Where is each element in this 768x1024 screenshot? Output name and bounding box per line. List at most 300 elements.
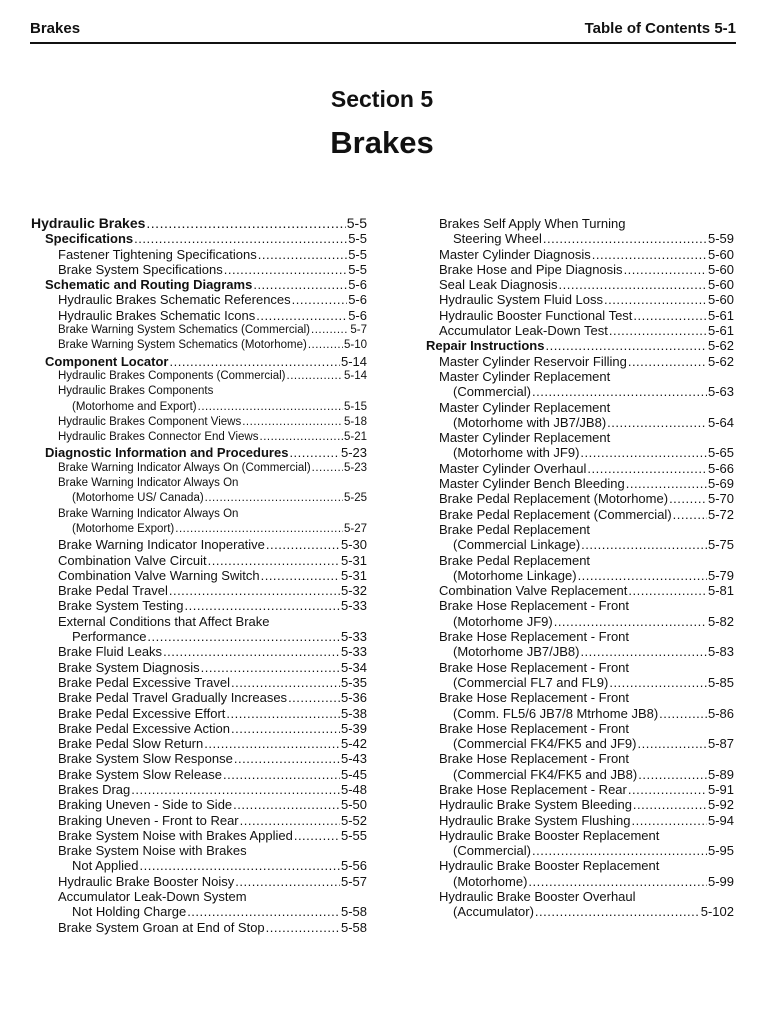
toc-entry [412,262,734,277]
toc-entry [412,690,734,721]
toc-entry-line [58,568,367,583]
toc-page-number: 5-65 [707,445,734,461]
toc-leader-dots [187,904,340,919]
toc-page-number: 5-5 [348,231,367,247]
toc-leader-dots [626,476,707,491]
toc-entry [31,813,367,828]
toc-entry-title: Brake Hose Replacement - Front [439,659,630,675]
toc-entry-line [439,292,734,307]
toc-entry-title-cont: (Motorhome US/ Canada) [72,492,204,505]
toc-entry [412,292,734,307]
toc-entry [31,644,367,659]
toc-entry-line [58,415,367,430]
toc-entry [31,537,367,552]
toc-entry [31,369,367,384]
toc-entry-title: Hydraulic Brakes Components [58,385,214,398]
toc-page-number: 5-14 [340,353,367,369]
toc-entry [31,568,367,583]
toc-entry [31,889,367,920]
toc-page-number: 5-91 [707,781,734,797]
toc-entry [412,797,734,812]
toc-leader-dots [175,522,343,537]
toc-entry-line [58,491,367,506]
toc-page-number: 5-58 [340,904,367,920]
toc-entry [412,782,734,797]
toc-entry-title: Brake Warning Indicator Always On (Commercial) [58,461,311,474]
toc-entry-title: Hydraulic Brakes Component Views [58,415,242,428]
toc-entry-title: Master Cylinder Diagnosis [439,246,591,262]
toc-leader-dots [226,706,340,721]
toc-leader-dots [628,782,707,797]
toc-leader-dots [240,813,340,828]
toc-page-number: 5-43 [340,751,367,767]
toc-entry-line [58,828,367,843]
toc-entry-line [439,858,734,873]
toc-page-number: 5-21 [343,431,367,444]
toc-entry-title: Master Cylinder Overhaul [439,460,587,476]
toc-entry-title: Hydraulic Brake Booster Noisy [58,873,235,889]
toc-entry-title: Brake Pedal Replacement [439,521,591,537]
toc-page-number: 5-66 [707,460,734,476]
toc-leader-dots [311,323,349,338]
toc-entry-line [45,354,367,369]
toc-leader-dots [266,920,340,935]
toc-entry-line [439,583,734,598]
toc-entry-line [439,644,734,659]
toc-entry [31,308,367,323]
toc-entry-title-cont: (Motorhome) [453,873,528,889]
toc-right-column [412,216,734,920]
toc-entry-title: Hydraulic Brakes Connector End Views [58,431,259,444]
toc-entry-line [439,216,734,231]
toc-entry-line [58,767,367,782]
toc-page-number: 5-60 [707,277,734,293]
toc-entry-line [58,553,367,568]
toc-entry-line [58,813,367,828]
toc-entry-line [58,904,367,919]
toc-entry-title: Diagnostic Information and Procedures [45,445,289,461]
toc-entry-title: Braking Uneven - Front to Rear [58,812,239,828]
toc-entry-line [439,782,734,797]
toc-entry-line [45,277,367,292]
toc-leader-dots [633,308,707,323]
toc-page-number: 5-48 [340,781,367,797]
toc-entry-line [439,874,734,889]
toc-leader-dots [312,461,343,476]
toc-entry-title: Brake Hose and Pipe Diagnosis [439,261,623,277]
toc-entry-title-cont: (Commercial Linkage) [453,537,581,553]
toc-page-number: 5-33 [340,644,367,660]
toc-entry-line [58,476,367,491]
toc-leader-dots [669,491,707,506]
toc-page-number: 5-56 [340,858,367,874]
toc-entry [31,660,367,675]
toc-page-number: 5-63 [707,384,734,400]
toc-page-number: 5-83 [707,644,734,660]
toc-leader-dots [256,308,347,323]
toc-entry [31,828,367,843]
toc-page-number: 5-75 [707,537,734,553]
toc-page-number: 5-102 [700,904,734,920]
toc-entry [31,507,367,538]
toc-entry-title-cont: (Commercial FK4/FK5 and JF9) [453,736,637,752]
toc-entry-title: Brake Hose Replacement - Front [439,598,630,614]
toc-entry-line [58,690,367,705]
toc-page-number: 5-62 [707,338,734,354]
toc-entry-title: Brake Hose Replacement - Front [439,690,630,706]
toc-entry-title: Hydraulic Brake Booster Replacement [439,827,660,843]
toc-entry-line [58,338,367,353]
toc-page-number: 5-30 [340,537,367,553]
toc-leader-dots [628,354,707,369]
toc-entry-title: Hydraulic Brake Booster Overhaul [439,889,636,905]
toc-entry-line [439,384,734,399]
toc-entry-title-cont: (Comm. FL5/6 JB7/8 Mtrhome JB8) [453,705,659,721]
toc-entry-line [58,262,367,277]
toc-leader-dots [233,797,340,812]
toc-entry [31,751,367,766]
toc-entry [31,262,367,277]
toc-entry [31,338,367,353]
toc-entry [31,247,367,262]
toc-entry-title: Brake Pedal Replacement [439,552,591,568]
toc-entry-title: Brake Pedal Excessive Travel [58,674,230,690]
section-title-block [0,86,768,161]
toc-entry-line [439,369,734,384]
toc-leader-dots [631,813,707,828]
toc-entry [412,354,734,369]
toc-entry-line [439,568,734,583]
toc-entry-line [426,338,734,353]
toc-entry-title-cont: Performance [72,629,147,645]
toc-entry-title-cont: (Motorhome and Export) [72,400,197,413]
section-title: Brakes [330,125,434,160]
toc-entry-title: External Conditions that Affect Brake [58,613,270,629]
header-toc-page: Table of Contents 5-1 [584,20,736,37]
toc-entry [31,415,367,430]
toc-leader-dots [554,614,707,629]
toc-entry-line [45,445,367,460]
toc-entry-title: Specifications [45,231,134,247]
toc-leader-dots [592,247,707,262]
toc-entry-title-cont: (Accumulator) [453,904,534,920]
toc-entry [31,384,367,415]
toc-page-number: 5-33 [340,598,367,614]
toc-entry-line [58,507,367,522]
toc-entry-title: Hydraulic Brakes Components (Commercial) [58,369,286,382]
toc-entry-line [439,522,734,537]
toc-leader-dots [578,568,707,583]
toc-entry-title: Combination Valve Warning Switch [58,567,260,583]
toc-entry [31,797,367,812]
toc-entry [412,216,734,247]
toc-leader-dots [289,445,340,460]
toc-entry-title: Hydraulic Booster Functional Test [439,307,633,323]
toc-entry-line [58,308,367,323]
toc-page-number: 5-79 [707,567,734,583]
toc-entry-title: Brake Warning Indicator Inoperative [58,537,265,553]
toc-page-number: 5-87 [707,736,734,752]
toc-entry-line [439,262,734,277]
toc-entry [412,507,734,522]
toc-leader-dots [234,751,340,766]
toc-entry [412,858,734,889]
toc-leader-dots [224,262,347,277]
toc-entry-line [58,660,367,675]
toc-leader-dots [638,736,707,751]
toc-entry-title-cont: (Motorhome Linkage) [453,567,577,583]
toc-entry-line [58,323,367,338]
toc-entry [412,583,734,598]
toc-page-number: 5-42 [340,736,367,752]
toc-entry-line [439,507,734,522]
toc-entry [31,476,367,507]
toc-page-number: 5-60 [707,292,734,308]
toc-entry-title: Seal Leak Diagnosis [439,277,558,293]
toc-page-number: 5-10 [343,339,367,352]
toc-leader-dots [532,843,707,858]
toc-leader-dots [231,721,340,736]
toc-entry-line [58,384,367,399]
toc-entry-line [58,522,367,537]
toc-entry-title: Combination Valve Replacement [439,583,628,599]
toc-leader-dots [607,415,707,430]
toc-entry-line [58,369,367,384]
toc-entry-line [45,231,367,246]
toc-page-number: 5-95 [707,843,734,859]
toc-leader-dots [633,797,707,812]
toc-entry-line [439,828,734,843]
toc-leader-dots [170,354,340,369]
toc-entry-line [439,461,734,476]
toc-page-number: 5-6 [348,292,367,308]
toc-entry-title: Brake Pedal Replacement (Commercial) [439,506,672,522]
toc-leader-dots [184,598,339,613]
toc-entry-line [58,629,367,644]
toc-entry-line [439,767,734,782]
toc-leader-dots [231,675,340,690]
toc-entry [412,400,734,431]
toc-entry-line [58,797,367,812]
toc-entry-line [58,400,367,415]
toc-entry-title-cont: (Motorhome with JF9) [453,445,580,461]
toc-leader-dots [581,537,707,552]
toc-entry [31,323,367,338]
toc-entry-title: Brake Pedal Slow Return [58,736,204,752]
toc-entry-line [58,675,367,690]
toc-page-number: 5-85 [707,674,734,690]
toc-entry-line [439,904,734,919]
toc-entry-title-cont: (Motorhome JB7/JB8) [453,644,580,660]
toc-entry-title: Brake Pedal Excessive Effort [58,705,226,721]
toc-page-number: 5-62 [707,353,734,369]
toc-entry-title: Brake Warning Indicator Always On [58,477,239,490]
toc-entry [31,430,367,445]
toc-entry-title: Brake System Slow Response [58,751,233,767]
toc-entry-title: Hydraulic Brakes Schematic References [58,292,291,308]
toc-entry-title: Accumulator Leak-Down Test [439,323,608,339]
toc-leader-dots [198,400,343,415]
toc-entry-line [439,629,734,644]
toc-entry-title: Master Cylinder Bench Bleeding [439,476,625,492]
toc-entry-title-cont: (Commercial FK4/FK5 and JB8) [453,766,638,782]
toc-entry-line [58,858,367,873]
toc-entry-line [439,614,734,629]
toc-entry [31,216,367,231]
toc-entry [412,751,734,782]
toc-page-number: 5-31 [340,567,367,583]
toc-page-number: 5-60 [707,261,734,277]
toc-leader-dots [258,247,347,262]
toc-leader-dots [204,736,340,751]
toc-page-number: 5-52 [340,812,367,828]
toc-entry-line [439,445,734,460]
toc-page-number: 5-86 [707,705,734,721]
toc-entry [412,247,734,262]
toc-page-number: 5-58 [340,919,367,935]
toc-entry [31,461,367,476]
toc-leader-dots [609,675,707,690]
toc-entry-title: Brake System Testing [58,598,184,614]
toc-entry [31,614,367,645]
toc-entry [31,583,367,598]
toc-entry-title: Braking Uneven - Side to Side [58,797,233,813]
toc-entry-title: Fastener Tightening Specifications [58,246,257,262]
toc-entry-title: Component Locator [45,353,169,369]
toc-entry [412,522,734,553]
toc-page-number: 5-23 [340,445,367,461]
toc-page-number: 5-6 [348,307,367,323]
toc-entry-line [58,430,367,445]
toc-entry-title: Brake Pedal Excessive Action [58,720,230,736]
toc-entry-title: Master Cylinder Reservoir Filling [439,353,627,369]
toc-entry-title: Brake System Groan at End of Stop [58,919,265,935]
toc-entry [31,874,367,889]
toc-entry-title-cont: (Motorhome JF9) [453,613,553,629]
toc-entry-line [58,874,367,889]
toc-page-number: 5-59 [707,231,734,247]
toc-page-number: 5-45 [340,766,367,782]
toc-entry-line [439,751,734,766]
toc-page-number: 5-69 [707,476,734,492]
toc-entry-title: Brake System Diagnosis [58,659,200,675]
toc-entry-title: Hydraulic Brakes Schematic Icons [58,307,256,323]
toc-page-number: 5-50 [340,797,367,813]
toc-entry [412,598,734,629]
toc-entry-title: Brake Warning Indicator Always On [58,507,239,520]
toc-entry-line [58,706,367,721]
toc-leader-dots [253,277,347,292]
toc-page-number: 5-99 [707,873,734,889]
toc-leader-dots [528,874,707,889]
toc-left-column [31,216,367,935]
toc-entry [31,675,367,690]
toc-entry-line [439,736,734,751]
toc-entry-title: Brake Hose Replacement - Front [439,751,630,767]
toc-leader-dots [235,874,340,889]
toc-leader-dots [624,262,707,277]
toc-entry-line [439,415,734,430]
toc-page-number: 5-18 [343,415,367,428]
toc-leader-dots [532,384,707,399]
toc-page-number: 5-33 [340,629,367,645]
toc-entry-line [31,216,367,231]
toc-page-number: 5-72 [707,506,734,522]
toc-entry-title-cont: (Commercial FL7 and FL9) [453,674,609,690]
toc-entry-line [439,400,734,415]
toc-entry-title: Brake Hose Replacement - Front [439,629,630,645]
toc-entry-line [58,782,367,797]
toc-leader-dots [659,706,707,721]
toc-leader-dots [673,507,707,522]
toc-entry-line [58,736,367,751]
toc-entry-line [58,889,367,904]
toc-page-number: 5-39 [340,720,367,736]
toc-page-number: 5-92 [707,797,734,813]
toc-leader-dots [146,216,345,231]
toc-leader-dots [169,583,340,598]
toc-entry [31,706,367,721]
toc-page-number: 5-15 [343,400,367,413]
toc-page-number: 5-94 [707,812,734,828]
toc-entry [412,476,734,491]
toc-entry-title-cont: (Motorhome Export) [72,522,175,535]
toc-entry-line [439,537,734,552]
toc-entry-line [439,690,734,705]
toc-entry [31,445,367,460]
toc-entry [31,736,367,751]
toc-entry-title: Hydraulic Brakes [31,215,146,231]
toc-page-number: 5-35 [340,674,367,690]
toc-leader-dots [580,644,707,659]
toc-entry [412,721,734,752]
toc-entry-title: Brake Pedal Replacement (Motorhome) [439,491,669,507]
toc-page-number: 5-82 [707,613,734,629]
toc-leader-dots [163,644,340,659]
toc-page-number: 5-6 [348,277,367,293]
toc-entry-title: Repair Instructions [426,338,545,354]
toc-leader-dots [587,461,707,476]
toc-entry-line [439,476,734,491]
toc-entry-line [58,721,367,736]
toc-leader-dots [287,369,343,384]
toc-entry-title: Accumulator Leak-Down System [58,889,247,905]
toc-entry-title: Brake Pedal Travel [58,583,168,599]
toc-entry-title: Hydraulic Brake System Flushing [439,812,631,828]
toc-entry-line [439,843,734,858]
toc-leader-dots [288,690,340,705]
toc-entry [31,598,367,613]
toc-page-number: 5-14 [343,369,367,382]
toc-entry-title: Brake System Noise with Brakes [58,843,247,859]
toc-entry [31,553,367,568]
toc-entry-title: Brake Hose Replacement - Front [439,720,630,736]
toc-page-number: 5-60 [707,246,734,262]
toc-leader-dots [294,828,340,843]
toc-entry-title: Brake Pedal Travel Gradually Increases [58,690,288,706]
toc-entry-title-cont: (Commercial) [453,843,531,859]
toc-entry-title: Brake Warning System Schematics (Commercial) [58,324,310,337]
toc-leader-dots [147,629,340,644]
toc-entry-line [439,491,734,506]
toc-page-number: 5-34 [340,659,367,675]
toc-leader-dots [580,445,707,460]
toc-entry-line [439,675,734,690]
toc-entry-line [439,430,734,445]
toc-entry-title-cont: (Motorhome with JB7/JB8) [453,414,607,430]
toc-entry-title: Brake Hose Replacement - Rear [439,781,627,797]
toc-entry-title: Master Cylinder Replacement [439,430,611,446]
